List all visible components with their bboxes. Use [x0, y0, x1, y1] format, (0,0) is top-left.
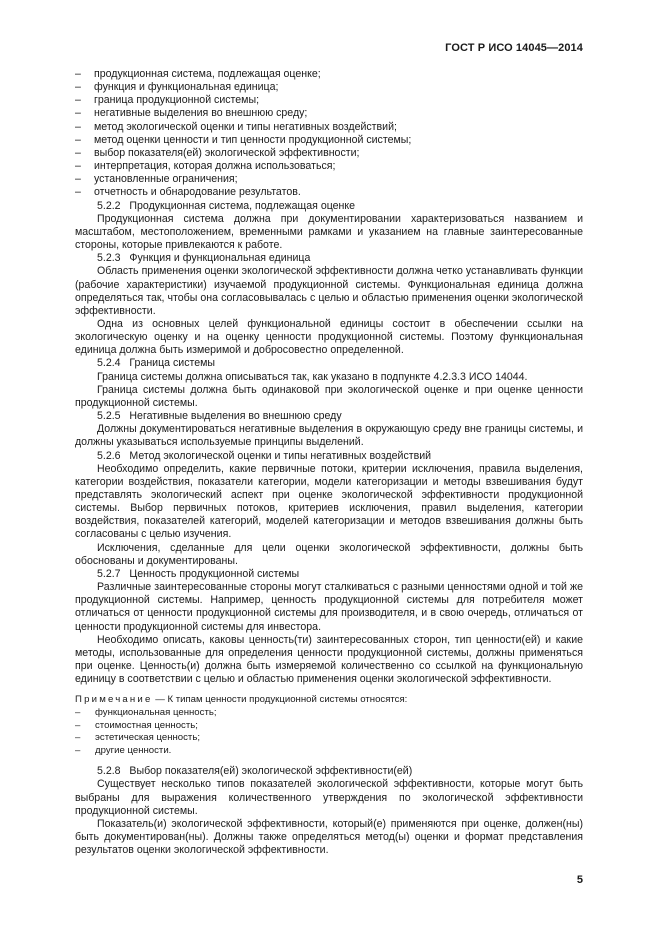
- paragraph: Исключения, сделанные для цели оценки экологической эффективности, должны быть обоснованы и документированы.: [75, 541, 583, 567]
- paragraph: Различные заинтересованные стороны могут сталкиваться с разными ценностями одной и той же продукционной системы. Например, ценность продукционной системы для потребителя может отличаться от ценности продукционной системы для производителя, и в свою очередь, отличаться от ценности продукционной системы для инвестора.: [75, 581, 583, 633]
- paragraph: Продукционная система должна при документировании характеризоваться названием и масштабом, местоположением, временными рамками и указанием на главные заинтересованные стороны, которые привлекаются к работе.: [75, 212, 583, 252]
- section-5-2-2: [75, 200, 583, 253]
- note-heading: Примечание — К типам ценности продукционной системы относятся:: [75, 694, 408, 706]
- list-item: – стоимостная ценность;: [75, 719, 198, 731]
- list-item: – отчетность и обнародование результатов.: [75, 186, 301, 199]
- section-heading: 5.2.7 Ценность продукционной системы: [97, 567, 300, 580]
- section-heading: 5.2.4 Граница системы: [97, 357, 216, 370]
- section-5-2-3: [75, 252, 583, 357]
- paragraph: Необходимо определить, какие первичные потоки, критерии исключения, правила выделения, категории воздействия, показатели категории, модели категоризации и методы взвешивания будут представлять экологический аспект при оценке экологической эффективности продукционной системы. Выбор первичных потоков, критериев исключения, правил выделения, категории воздействия, показателей категорий, моделей категоризации и методов взвешивания должны быть согласованы с целью изучения.: [75, 462, 583, 541]
- page-number: 5: [576, 874, 583, 886]
- section-5-2-8: [75, 765, 583, 857]
- list-item: – выбор показателя(ей) экологической эффективности;: [75, 146, 360, 159]
- section-heading: 5.2.3 Функция и функциональная единица: [97, 252, 311, 265]
- section-heading: 5.2.8 Выбор показателя(ей) экологической эффективности(ей): [97, 765, 413, 778]
- paragraph: Существует несколько типов показателей экологической эффективности, которые могут быть выбраны для выражения количественного утверждения по экологической эффективности продукционной системы.: [75, 778, 583, 817]
- paragraph: Граница системы должна описываться так, как указано в подпункте 4.2.3.3 ИСО 14044.: [97, 370, 528, 383]
- document-body: [75, 68, 583, 857]
- list-item: – граница продукционной системы;: [75, 94, 260, 107]
- list-item: – другие ценности.: [75, 744, 172, 756]
- paragraph: Должны документироваться негативные выделения в окружающую среду вне границы системы, и должны указываться используемые принципы выделений.: [75, 423, 583, 449]
- list-item: – интерпретация, которая должна использоваться;: [75, 160, 336, 173]
- section-5-2-4: [75, 357, 583, 410]
- list-item: – функция и функциональная единица;: [75, 81, 279, 94]
- list-item: – метод оценки ценности и тип ценности продукционной системы;: [75, 133, 412, 146]
- scope-list: [75, 68, 583, 200]
- section-heading: 5.2.5 Негативные выделения во внешнюю среду: [97, 410, 342, 423]
- section-5-2-6: [75, 450, 583, 568]
- note-list: [75, 707, 583, 757]
- list-item: – эстетическая ценность;: [75, 732, 200, 744]
- paragraph: Необходимо описать, каковы ценность(ти) заинтересованных сторон, тип ценности(ей) и какие методы, использованные для определения ценности продукционной системы, должны применяться при оценке. Ценность(и) должна быть измеряемой количественно со ссылкой на функциональную единицу в соответствии с целью и областью применения оценки экологической эффективности.: [75, 633, 583, 686]
- paragraph: Одна из основных целей функциональной единицы состоит в обеспечении ссылки на экологическую оценку и на оценку ценности продукционной системы. Поэтому функциональная единица должна быть измеримой и добросовестно определенной.: [75, 317, 583, 357]
- list-item: – функциональная ценность;: [75, 706, 217, 718]
- list-item: – метод экологической оценки и типы негативных воздействий;: [75, 120, 397, 133]
- list-item: – установленные ограничения;: [75, 173, 238, 186]
- document-header: ГОСТ Р ИСО 14045—2014: [445, 42, 583, 54]
- list-item: – негативные выделения во внешнюю среду;: [75, 107, 308, 120]
- paragraph: Показатель(и) экологической эффективности, который(е) применяются при оценке, должен(ны) быть документирован(ны). Должны также определяться метод(ы) оценки и формат представления результатов оценки экологической эффективности.: [75, 817, 583, 857]
- section-heading: 5.2.2 Продукционная система, подлежащая оценке: [97, 199, 356, 212]
- note-block: [75, 694, 583, 757]
- list-item: – продукционная система, подлежащая оценке;: [75, 68, 321, 80]
- section-5-2-7: [75, 568, 583, 757]
- paragraph: Область применения оценки экологической эффективности должна четко устанавливать функции (рабочие характеристики) изучаемой продукционной системы. Функциональная единица должна определяться так, чтобы она согласовывалась с целью и областью применения оценки экологической эффективности.: [75, 265, 583, 317]
- section-heading: 5.2.6 Метод экологической оценки и типы негативных воздействий: [97, 449, 432, 462]
- section-5-2-5: [75, 410, 583, 449]
- paragraph: Граница системы должна быть одинаковой при экологической оценке и при оценке ценности продукционной системы.: [75, 383, 583, 409]
